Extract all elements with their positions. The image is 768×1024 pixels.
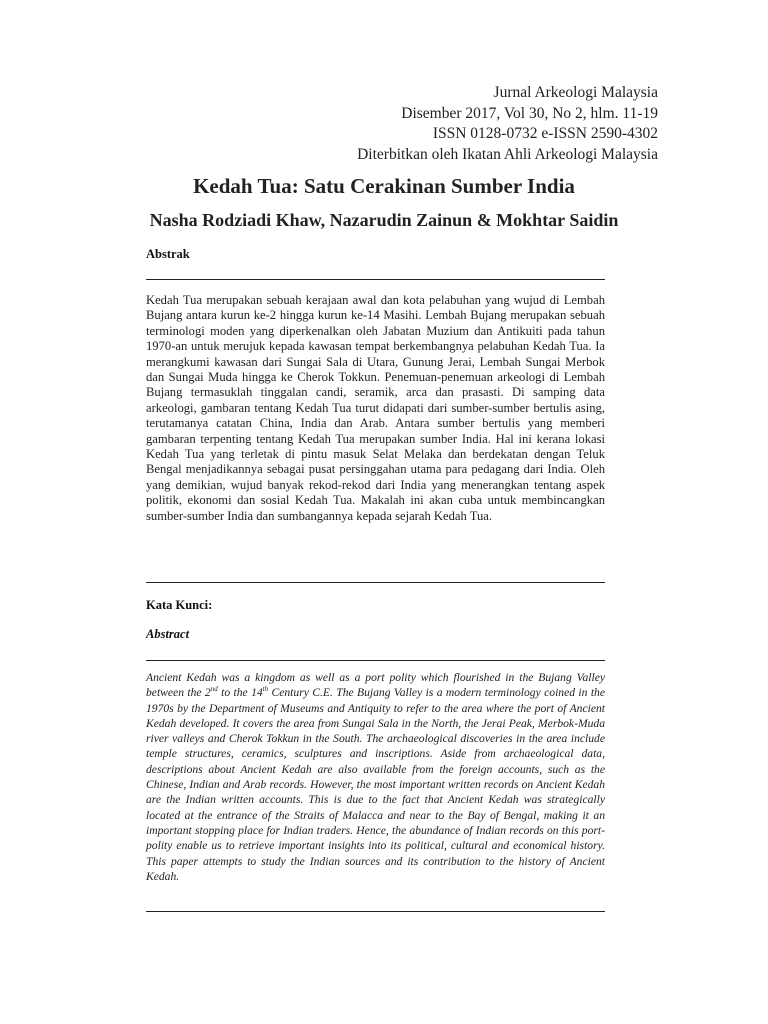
abstract-text-part-3: Century C.E. The Bujang Valley is a modern terminology coined in the 1970s by the Department of Museums and Antiquity to refer to the area where the port of Ancient Kedah developed. It covers the area from Sungai Sala in the North, the Jerai Peak, Merbok-Muda river valleys and Cherok Tokkun in the South. The archaeological discoveries in the area include temple structures, ceramics, sculptures and inscriptions. Aside from archaeological data, descriptions about Ancient Kedah are also available from the foreign accounts, such as the Chinese, Indian and Arab records. However, the most important written records on Ancient Kedah are the Indian written accounts. This is due to the fact that Ancient Kedah was strategically located at the entrance of the Straits of Malacca and near to the Bay of Bengal, making it an important stopping place for Indian traders. Hence, the abundance of Indian records on this port-polity enable us to retrieve important insights into its political, cultural and economical history. This paper attempts to study the Indian sources and its contribution to the history of Ancient Kedah. xyxy=(146,686,605,883)
abstrak-heading: Abstrak xyxy=(146,247,190,261)
ordinal-suffix-th: th xyxy=(262,685,269,694)
abstrak-top-rule xyxy=(146,279,605,280)
abstrak-text: Kedah Tua merupakan sebuah kerajaan awal dan kota pelabuhan yang wujud di Lembah Bujang antara kurun ke-2 hingga kurun ke-14 Masihi. Lembah Bujang merupakan sebuah terminologi moden yang diperkenalkan oleh Jabatan Muzium dan Antikuiti pada tahun 1970-an untuk merujuk kepada kawasan tempat berkembangnya pelabuhan Kedah Tua. Ia merangkumi kawasan dari Sungai Sala di Utara, Gunung Jerai, Lembah Sungai Merbok dan Sungai Muda hingga ke Cherok Tokkun. Penemuan-penemuan arkeologi di Lembah Bujang termasuklah tinggalan candi, seramik, arca dan prasasti. Di samping data arkeologi, gambaran tentang Kedah Tua turut didapati dari sumber-sumber bertulis asing, terutamanya catatan China, India dan Arab. Antara sumber bertulis yang memberi gambaran terpenting tentang Kedah Tua merupakan sumber India. Hal ini kerana lokasi Kedah Tua yang terletak di pintu masuk Selat Melaka dan berdekatan dengan Teluk Bengal menjadikannya sebagai pusat persinggahan utama para pedagang dari India. Oleh yang demikian, wujud banyak rekod-rekod dari India yang menerangkan tentang aspek politik, ekonomi dan sosial Kedah Tua. Makalah ini akan cuba untuk membincangkan sumber-sumber India dan sumbangannya kepada sejarah Kedah Tua. xyxy=(146,293,605,523)
journal-header xyxy=(357,83,658,165)
journal-issue: Disember 2017, Vol 30, No 2, hlm. 11-19 xyxy=(401,104,658,122)
paper-authors: Nasha Rodziadi Khaw, Nazarudin Zainun & Mokhtar Saidin xyxy=(149,210,619,230)
abstract-top-rule xyxy=(146,660,605,661)
paper-title: Kedah Tua: Satu Cerakinan Sumber India xyxy=(193,174,575,198)
ordinal-suffix-nd: nd xyxy=(210,685,218,694)
journal-publisher: Diterbitkan oleh Ikatan Ahli Arkeologi Malaysia xyxy=(357,145,658,163)
kata-kunci-heading: Kata Kunci: xyxy=(146,598,213,612)
abstract-bottom-rule xyxy=(146,911,605,912)
abstract-text-part-1: Ancient Kedah was a kingdom as well as a port polity which flourished in the Bujang Valley between the 2 xyxy=(146,671,605,700)
abstract-heading: Abstract xyxy=(146,627,190,641)
abstrak-bottom-rule xyxy=(146,582,605,583)
journal-issn: ISSN 0128-0732 e-ISSN 2590-4302 xyxy=(432,125,658,142)
journal-name: Jurnal Arkeologi Malaysia xyxy=(493,84,658,101)
abstract-text xyxy=(146,670,605,884)
abstract-text-part-2: to the 14 xyxy=(217,686,263,700)
